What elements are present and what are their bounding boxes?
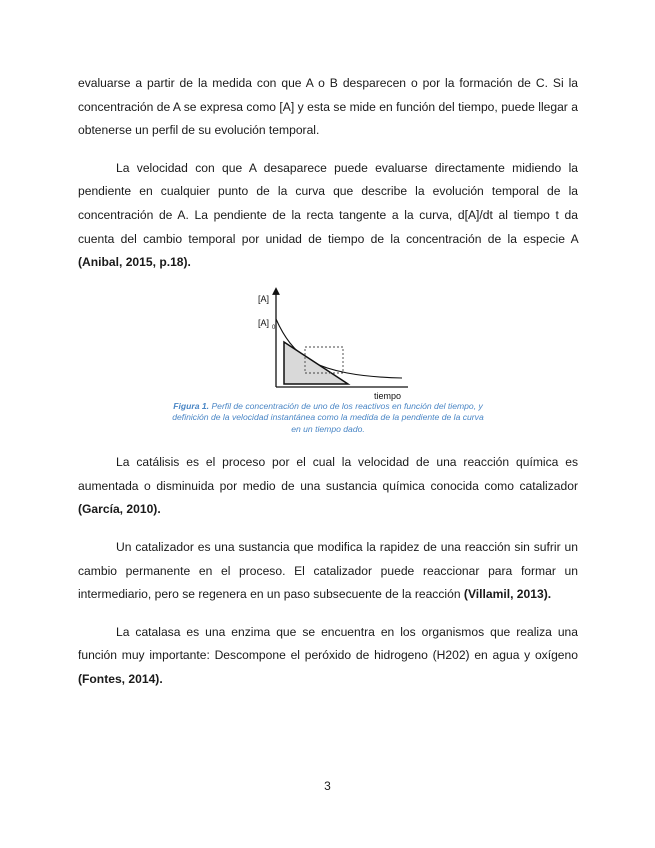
figure-caption-label: Figura 1. — [173, 400, 210, 411]
paragraph-3-citation: (García, 2010). — [78, 502, 161, 517]
paragraph-4-citation: (Villamil, 2013). — [463, 587, 552, 602]
tangent-triangle — [284, 342, 348, 384]
paragraph-4 — [78, 536, 578, 607]
y-axis-label: [A] — [258, 293, 270, 304]
paragraph-4-text: Un catalizador es una sustancia que modifica la rapidez de una reacción sin sufrir un cambio permanente en el proceso. El catalizador puede reaccionar para formar un intermediario, pero se regenera en un paso subsecuente de la reacción — [78, 540, 578, 602]
paragraph-2 — [78, 157, 578, 275]
paragraph-5-citation: (Fontes, 2014). — [78, 672, 163, 686]
paragraph-2-text: La velocidad con que A desaparece puede evaluarse directamente midiendo la pendiente en cualquier punto de la curva que describe la evolución temporal de la concentración de A. La pendiente de la recta tangente a la curva, d[A]/dt al tiempo t da cuenta del cambio temporal por unidad de tiempo de la concentración de la especie A — [78, 160, 578, 246]
document-page — [78, 72, 578, 706]
paragraph-3 — [78, 451, 578, 522]
paragraph-1 — [78, 72, 578, 143]
figure-caption-text: Perfil de concentración de uno de los reactivos en función del tiempo, y definición de la velocidad instantánea como la medida de la pendiente de la curva en un tiempo dado. — [172, 400, 484, 434]
concentration-time-plot — [252, 289, 412, 401]
paragraph-2-citation: (Anibal, 2015, p.18). — [78, 255, 191, 270]
page-number: 3 — [324, 779, 331, 793]
paragraph-5-text: La catalasa es una enzima que se encuentra en los organismos que realiza una función muy importante: Descompone el peróxido de hidrogeno (H202) en agua y oxígeno — [78, 624, 578, 663]
x-axis-label: tiempo — [374, 390, 402, 401]
y0-subscript: 0 — [272, 324, 276, 331]
paragraph-3-text: La catálisis es el proceso por el cual la velocidad de una reacción química es aumentada o disminuida por medio de una sustancia química conocida como catalizador — [78, 455, 578, 493]
paragraph-5 — [78, 621, 578, 692]
figure-caption — [168, 401, 488, 436]
figure-1 — [78, 289, 578, 401]
paragraph-1-text: evaluarse a partir de la medida con que A o B desparecen o por la formación de C. Si la concentración de A se expresa como [A] y esta se mide en función del tiempo, puede llegar a obtenerse un perfil de su evolución temporal. — [78, 76, 578, 138]
y0-label: [A] — [258, 317, 270, 328]
